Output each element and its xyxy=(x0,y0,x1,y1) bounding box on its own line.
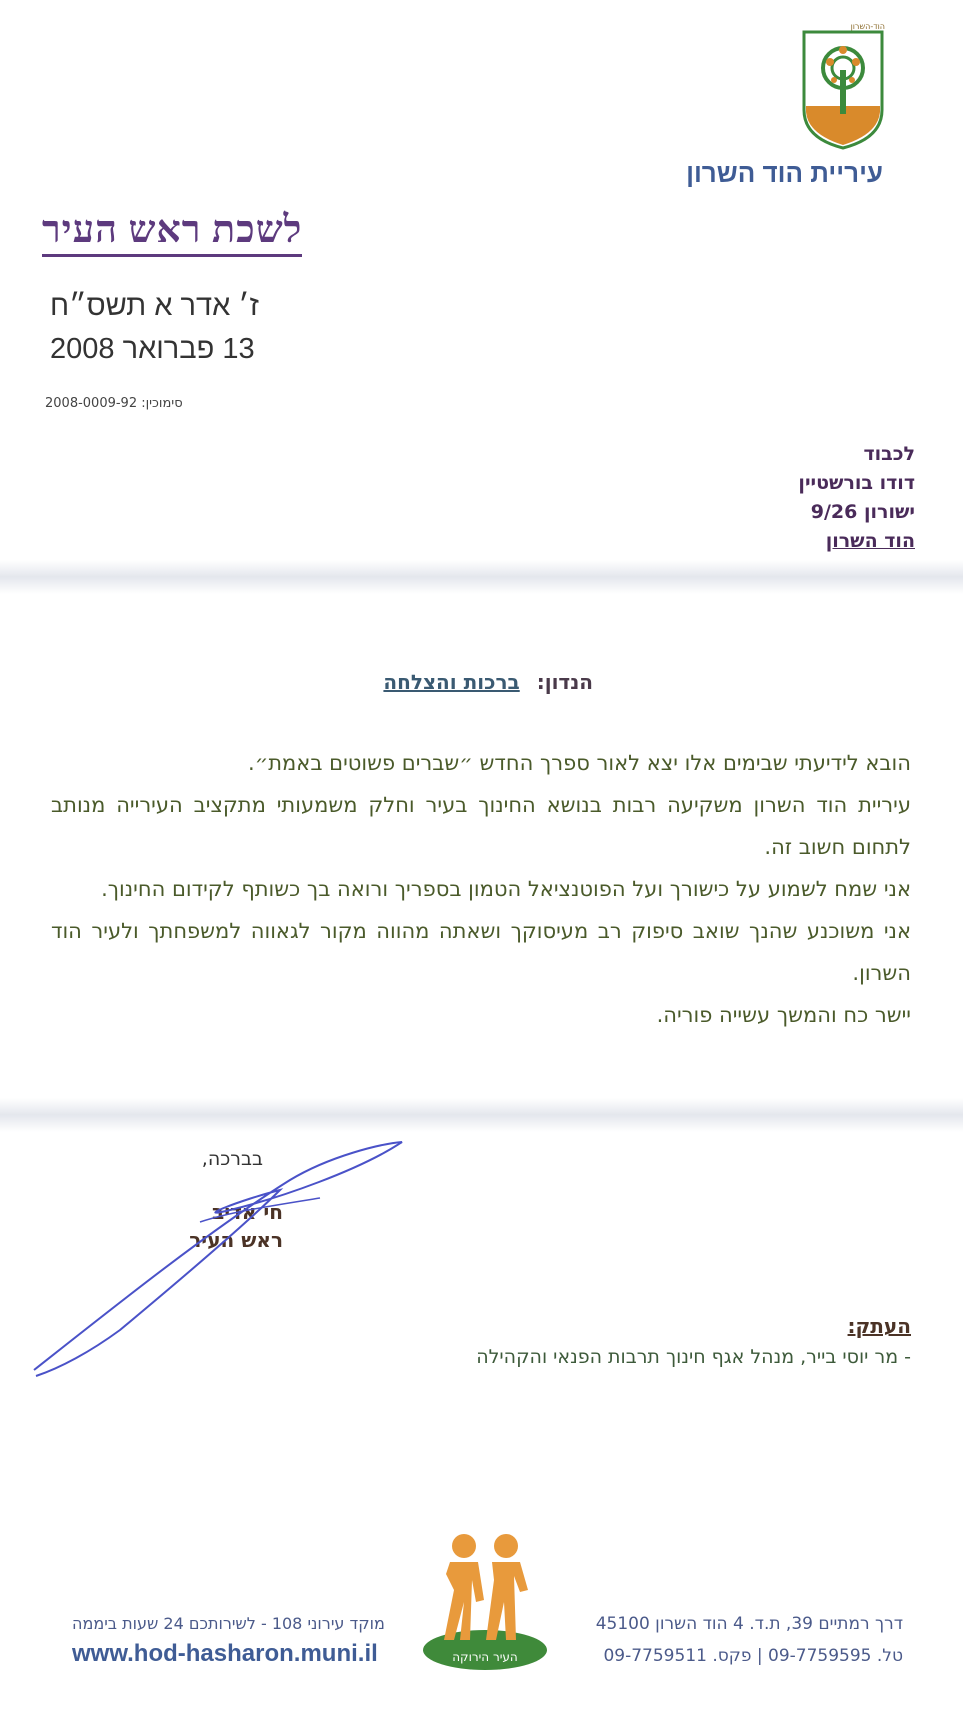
body-paragraph: יישר כח והמשך עשייה פוריה. xyxy=(656,1003,911,1027)
signer-name: חי אדיב xyxy=(212,1200,283,1224)
municipality-crest xyxy=(800,28,886,152)
green-city-label: העיר הירוקה xyxy=(452,1650,518,1664)
green-city-logo xyxy=(420,1530,550,1670)
subject-value: ברכות והצלחה xyxy=(383,670,520,694)
footer-phones: טל. 09-7759595 | פקס. 09-7759511 xyxy=(603,1646,903,1666)
body-paragraph: עיריית הוד השרון משקיעה רבות בנושא החינוך בעיר וחלק משמעותי מתקציב העירייה מנותב לתחום חשוב זה. xyxy=(51,793,911,859)
reference-number: סימוכין: 2008-0009-92 xyxy=(45,396,183,411)
footer-website-link[interactable]: www.hod-hasharon.muni.il xyxy=(72,1640,378,1667)
cc-recipient: - מר יוסי בייר, מנהל אגף חינוך תרבות הפנאי והקהילה xyxy=(476,1346,911,1368)
footer-hotline: מוקד עירוני 108 - לשירותכם 24 שעות ביממה xyxy=(72,1614,385,1633)
paper-fold xyxy=(0,1098,963,1132)
cc-title: העתק: xyxy=(847,1314,911,1338)
closing-greeting: בברכה, xyxy=(201,1148,263,1170)
subject-label: הנדון: xyxy=(536,670,593,694)
paper-fold xyxy=(0,560,963,594)
recipient-honorific: לכבוד xyxy=(863,443,915,465)
recipient-name: דודו בורשטיין xyxy=(798,472,915,494)
recipient-street: ישורון 9/26 xyxy=(810,501,915,523)
handwritten-signature xyxy=(30,1140,410,1380)
date-gregorian: 13 פברואר 2008 xyxy=(50,333,255,365)
recipient-block xyxy=(798,440,915,556)
body-paragraph: אני משוכנע שהנך שואב סיפוק רב מעיסוקך ושאתה מהווה מקור לגאווה למשפחתך ולעיר הוד השרון. xyxy=(51,919,911,985)
office-title: לשכת ראש העיר xyxy=(42,208,302,257)
letter-body xyxy=(51,742,911,1036)
body-paragraph: אני שמח לשמוע על כישורך ועל הפוטנציאל הטמון בספריך ורואה בך כשותף לקידום החינוך. xyxy=(101,877,911,901)
signer-title: ראש העיר xyxy=(189,1228,283,1252)
footer-address: דרך רמתיים 39, ת.ד. 4 הוד השרון 45100 xyxy=(595,1614,903,1634)
body-paragraph: הובא לידיעתי שבימים אלו יצא לאור ספרך החדש ״שברים פשוטים באמת״. xyxy=(248,751,911,775)
date-hebrew: ז׳ אדר א תשס״ח xyxy=(50,290,259,322)
crest-label: הוד-השרון xyxy=(850,22,885,31)
recipient-city: הוד השרון xyxy=(825,530,915,552)
subject-line xyxy=(383,670,593,694)
municipality-name: עיריית הוד השרון xyxy=(686,158,883,188)
